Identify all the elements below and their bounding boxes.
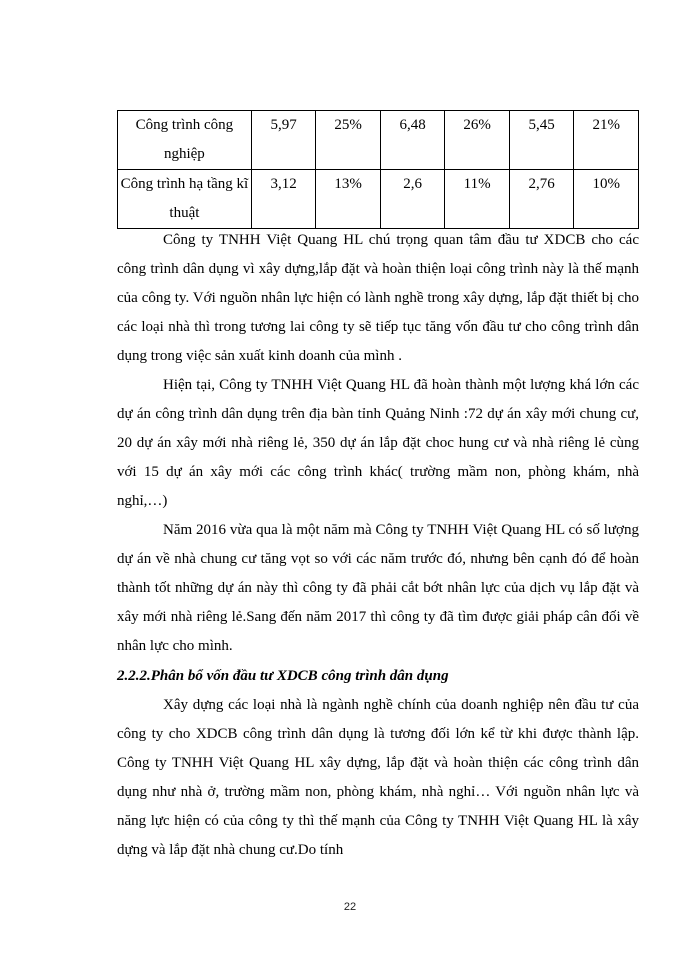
table-cell: 13% [316,170,381,229]
paragraph-capital-allocation: Xây dựng các loại nhà là ngành nghề chính của doanh nghiệp nên đầu tư của công ty cho XDCB công trình dân dụng là tương đối lớn kể từ khi được thành lập. Công ty TNHH Việt Quang HL xây dựng, lắp đặt và hoàn thiện các công trình dân dụng như nhà ở, trường mầm non, phòng khám, nhà nghỉ… Với nguồn nhân lực và năng lực hiện có của công ty thì thế mạnh của Công ty TNHH Việt Quang HL là xây dựng và lắp đặt nhà chung cư.Do tính [117,697,639,858]
body-paragraphs-bottom [117,691,639,865]
body-paragraphs-top [117,226,639,661]
paragraph-year-2016: Năm 2016 vừa qua là một năm mà Công ty TNHH Việt Quang HL có số lượng dự án về nhà chung cư tăng vọt so với các năm trước đó, nhưng bên cạnh đó để hoàn thành tốt những dự án này thì công ty đã phải cắt bớt nhân lực của dịch vụ lắp đặt và xây mới nhà riêng lẻ.Sang đến năm 2017 thì công ty đã tìm được giải pháp cân đối về nhân lực cho mình. [117,522,639,654]
table-cell: 21% [574,111,639,170]
table-cell: 11% [445,170,510,229]
paragraph-investment-focus: Công ty TNHH Việt Quang HL chú trọng quan tâm đầu tư XDCB cho các công trình dân dụng vì xây dựng,lắp đặt và hoàn thiện loại công trình này là thế mạnh của công ty. Với nguồn nhân lực hiện có lành nghề trong xây dựng, lắp đặt thiết bị cho các loại nhà thì trong tương lai công ty sẽ tiếp tục tăng vốn đầu tư cho công trình dân dụng trong việc sản xuất kinh doanh của mình . [117,232,639,364]
table-cell: 2,76 [509,170,574,229]
row-label: Công trình công nghiệp [118,111,252,170]
paragraph-completed-projects: Hiện tại, Công ty TNHH Việt Quang HL đã hoàn thành một lượng khá lớn các dự án công trình dân dụng trên địa bàn tỉnh Quảng Ninh :72 dự án xây mới chung cư, 20 dự án xây mới nhà riêng lẻ, 350 dự án lắp đặt choc hung cư và nhà riêng lẻ cùng với 15 dự án xây mới các công trình khác( trường mầm non, phòng khám, nhà nghỉ,…) [117,377,639,509]
row-label: Công trình hạ tầng kĩ thuật [118,170,252,229]
page-number: 22 [343,901,357,913]
investment-table [117,110,639,229]
table-cell: 26% [445,111,510,170]
table-cell: 10% [574,170,639,229]
table-row [118,170,639,229]
table-cell: 3,12 [251,170,316,229]
table-cell: 25% [316,111,381,170]
table-cell: 5,45 [509,111,574,170]
table-cell: 2,6 [380,170,445,229]
table-cell: 5,97 [251,111,316,170]
table-row [118,111,639,170]
table-cell: 6,48 [380,111,445,170]
section-heading: 2.2.2.Phân bổ vốn đầu tư XDCB công trình dân dụng [117,668,449,684]
